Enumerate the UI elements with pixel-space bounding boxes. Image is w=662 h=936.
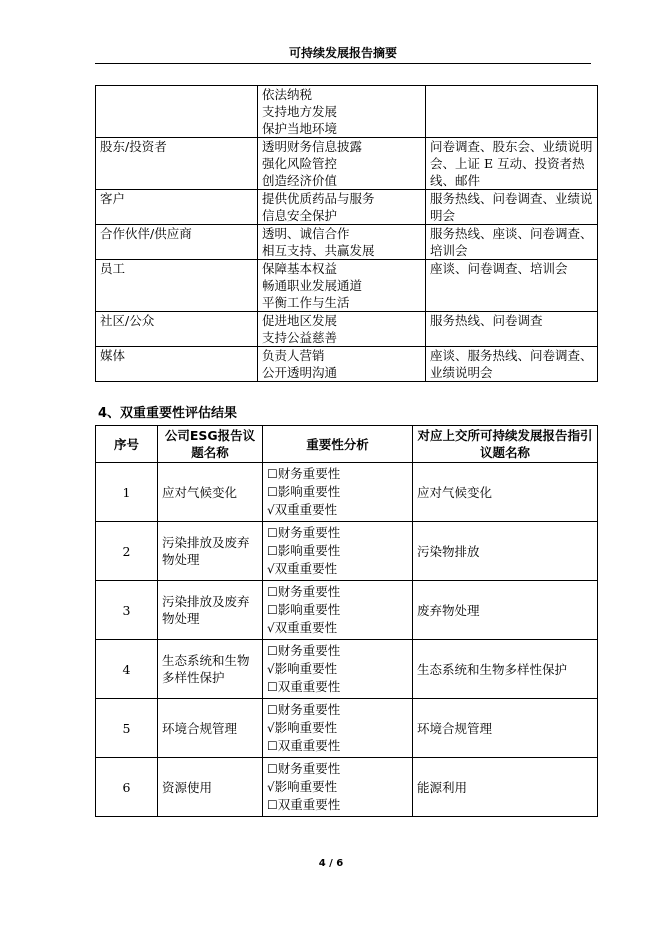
stakeholder-row xyxy=(96,260,598,312)
stakeholder-row xyxy=(96,225,598,260)
stakeholder-expectations xyxy=(258,225,426,260)
option-label: 影响重要性 xyxy=(274,661,338,676)
row-sse-topic: 污染物排放 xyxy=(413,522,598,581)
row-sse-topic: 环境合规管理 xyxy=(413,699,598,758)
expectation-item: 支持公益慈善 xyxy=(262,330,338,345)
expectation-item: 透明、诚信合作 xyxy=(262,226,350,241)
stakeholder-expectations xyxy=(258,190,426,225)
page-number: 4 / 6 xyxy=(318,858,344,869)
checkmark-icon: √ xyxy=(267,721,275,735)
expectation-item: 公开透明沟通 xyxy=(262,365,338,380)
expectation-item: 创造经济价值 xyxy=(262,173,338,188)
option-label: 财务重要性 xyxy=(277,466,341,481)
importance-option xyxy=(267,542,408,560)
importance-option xyxy=(267,678,408,696)
row-analysis xyxy=(263,581,413,640)
expectation-item: 强化风险管控 xyxy=(262,156,338,171)
expectation-item: 支持地方发展 xyxy=(262,104,338,119)
stakeholder-channels xyxy=(426,86,598,138)
row-seq: 4 xyxy=(96,640,158,699)
importance-option xyxy=(267,601,408,619)
option-label: 影响重要性 xyxy=(274,720,338,735)
importance-option xyxy=(267,501,408,519)
checkbox-icon: ☐ xyxy=(267,644,278,658)
row-topic: 污染排放及废弃物处理 xyxy=(158,522,263,581)
option-label: 财务重要性 xyxy=(277,643,341,658)
row-analysis xyxy=(263,640,413,699)
row-topic: 生态系统和生物多样性保护 xyxy=(158,640,263,699)
expectation-item: 提供优质药品与服务 xyxy=(262,191,375,206)
row-analysis xyxy=(263,758,413,817)
expectation-item: 负责人营销 xyxy=(262,348,325,363)
stakeholder-channels: 问卷调查、股东会、业绩说明会、上证 E 互动、投资者热线、邮件 xyxy=(426,138,598,190)
stakeholder-row xyxy=(96,312,598,347)
row-seq: 2 xyxy=(96,522,158,581)
expectation-item: 透明财务信息披露 xyxy=(262,139,363,154)
checkbox-icon: ☐ xyxy=(267,585,278,599)
checkbox-icon: ☐ xyxy=(267,739,278,753)
row-seq: 3 xyxy=(96,581,158,640)
importance-option xyxy=(267,719,408,737)
option-label: 双重重要性 xyxy=(274,561,338,576)
stakeholder-channels: 座谈、服务热线、问卷调查、业绩说明会 xyxy=(426,347,598,382)
option-label: 双重重要性 xyxy=(274,502,338,517)
expectation-item: 保护当地环境 xyxy=(262,121,338,136)
materiality-row xyxy=(96,758,598,817)
checkbox-icon: ☐ xyxy=(267,603,278,617)
row-sse-topic: 应对气候变化 xyxy=(413,463,598,522)
checkmark-icon: √ xyxy=(267,562,275,576)
header-divider xyxy=(95,63,591,64)
materiality-table xyxy=(95,425,598,817)
checkmark-icon: √ xyxy=(267,662,275,676)
header-sse-topic: 对应上交所可持续发展报告指引议题名称 xyxy=(413,426,598,463)
expectation-item: 保障基本权益 xyxy=(262,261,338,276)
stakeholder-channels: 座谈、问卷调查、培训会 xyxy=(426,260,598,312)
checkbox-icon: ☐ xyxy=(267,526,278,540)
row-analysis xyxy=(263,522,413,581)
row-analysis xyxy=(263,463,413,522)
stakeholder-table xyxy=(95,85,598,382)
importance-option xyxy=(267,483,408,501)
checkbox-icon: ☐ xyxy=(267,762,278,776)
page-header-title: 可持续发展报告摘要 xyxy=(288,46,397,60)
stakeholder-party xyxy=(96,86,258,138)
stakeholder-row xyxy=(96,86,598,138)
importance-option xyxy=(267,701,408,719)
row-topic: 资源使用 xyxy=(158,758,263,817)
expectation-item: 平衡工作与生活 xyxy=(262,295,350,310)
checkbox-icon: ☐ xyxy=(267,798,278,812)
option-label: 影响重要性 xyxy=(277,543,341,558)
stakeholder-channels: 服务热线、问卷调查、业绩说明会 xyxy=(426,190,598,225)
option-label: 双重重要性 xyxy=(277,797,341,812)
stakeholder-party: 合作伙伴/供应商 xyxy=(96,225,258,260)
materiality-row xyxy=(96,699,598,758)
header-analysis: 重要性分析 xyxy=(263,426,413,463)
materiality-row xyxy=(96,640,598,699)
stakeholder-party: 客户 xyxy=(96,190,258,225)
option-label: 财务重要性 xyxy=(277,702,341,717)
checkmark-icon: √ xyxy=(267,621,275,635)
importance-option xyxy=(267,583,408,601)
materiality-row xyxy=(96,522,598,581)
materiality-row xyxy=(96,463,598,522)
stakeholder-channels: 服务热线、问卷调查 xyxy=(426,312,598,347)
importance-option xyxy=(267,778,408,796)
stakeholder-party: 媒体 xyxy=(96,347,258,382)
header-topic: 公司ESG报告议题名称 xyxy=(158,426,263,463)
expectation-item: 依法纳税 xyxy=(262,87,313,102)
expectation-item: 促进地区发展 xyxy=(262,313,338,328)
checkbox-icon: ☐ xyxy=(267,467,278,481)
materiality-header-row xyxy=(96,426,598,463)
option-label: 财务重要性 xyxy=(277,761,341,776)
row-seq: 1 xyxy=(96,463,158,522)
expectation-item: 畅通职业发展通道 xyxy=(262,278,363,293)
importance-option xyxy=(267,524,408,542)
row-seq: 6 xyxy=(96,758,158,817)
stakeholder-row xyxy=(96,347,598,382)
stakeholder-row xyxy=(96,190,598,225)
importance-option xyxy=(267,737,408,755)
option-label: 双重重要性 xyxy=(277,679,341,694)
option-label: 双重重要性 xyxy=(277,738,341,753)
option-label: 影响重要性 xyxy=(277,484,341,499)
option-label: 财务重要性 xyxy=(277,525,341,540)
stakeholder-expectations xyxy=(258,260,426,312)
option-label: 财务重要性 xyxy=(277,584,341,599)
stakeholder-channels: 服务热线、座谈、问卷调查、培训会 xyxy=(426,225,598,260)
stakeholder-party: 员工 xyxy=(96,260,258,312)
option-label: 双重重要性 xyxy=(274,620,338,635)
stakeholder-row xyxy=(96,138,598,190)
row-analysis xyxy=(263,699,413,758)
checkmark-icon: √ xyxy=(267,503,275,517)
checkbox-icon: ☐ xyxy=(267,544,278,558)
row-sse-topic: 废弃物处理 xyxy=(413,581,598,640)
checkbox-icon: ☐ xyxy=(267,485,278,499)
expectation-item: 相互支持、共赢发展 xyxy=(262,243,375,258)
option-label: 影响重要性 xyxy=(274,779,338,794)
stakeholder-party: 社区/公众 xyxy=(96,312,258,347)
row-topic: 污染排放及废弃物处理 xyxy=(158,581,263,640)
importance-option xyxy=(267,560,408,578)
section-title: 4、双重重要性评估结果 xyxy=(98,406,238,421)
importance-option xyxy=(267,660,408,678)
expectation-item: 信息安全保护 xyxy=(262,208,338,223)
row-topic: 应对气候变化 xyxy=(158,463,263,522)
row-seq: 5 xyxy=(96,699,158,758)
row-sse-topic: 生态系统和生物多样性保护 xyxy=(413,640,598,699)
stakeholder-expectations xyxy=(258,312,426,347)
row-topic: 环境合规管理 xyxy=(158,699,263,758)
importance-option xyxy=(267,619,408,637)
checkmark-icon: √ xyxy=(267,780,275,794)
stakeholder-expectations xyxy=(258,347,426,382)
materiality-row xyxy=(96,581,598,640)
stakeholder-expectations xyxy=(258,138,426,190)
stakeholder-expectations xyxy=(258,86,426,138)
checkbox-icon: ☐ xyxy=(267,703,278,717)
stakeholder-party: 股东/投资者 xyxy=(96,138,258,190)
checkbox-icon: ☐ xyxy=(267,680,278,694)
option-label: 影响重要性 xyxy=(277,602,341,617)
importance-option xyxy=(267,465,408,483)
importance-option xyxy=(267,760,408,778)
importance-option xyxy=(267,796,408,814)
header-seq: 序号 xyxy=(96,426,158,463)
importance-option xyxy=(267,642,408,660)
row-sse-topic: 能源利用 xyxy=(413,758,598,817)
